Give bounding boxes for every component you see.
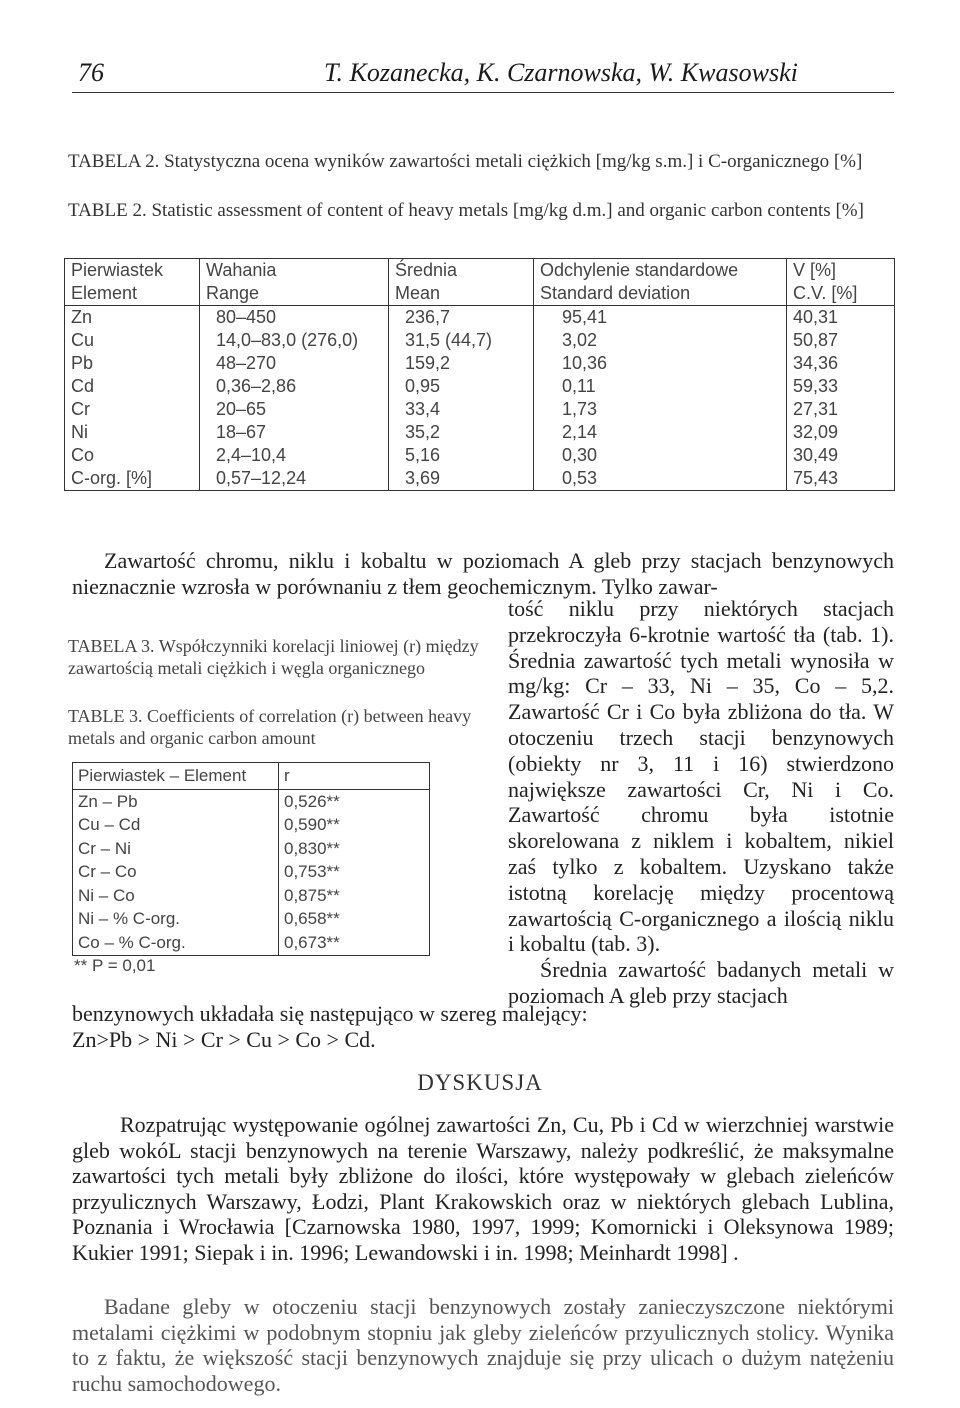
table2-header-cell: Mean bbox=[389, 282, 534, 306]
table2-header-cell: Standard deviation bbox=[534, 282, 787, 306]
table2-header-cell: Odchylenie standardowe bbox=[534, 259, 787, 283]
table-cell: 33,4 bbox=[389, 398, 534, 421]
table2-header-row-en bbox=[65, 282, 895, 306]
table-cell: 2,14 bbox=[534, 421, 787, 444]
table2-header-cell: C.V. [%] bbox=[787, 282, 895, 306]
metal-series: Zn>Pb > Ni > Cr > Cu > Co > Cd. bbox=[72, 1027, 376, 1052]
table-cell: 34,36 bbox=[787, 352, 895, 375]
table2-header-cell: Pierwiastek bbox=[71, 260, 164, 280]
table-row bbox=[65, 352, 895, 375]
table-row bbox=[65, 467, 895, 491]
table-cell: 20–65 bbox=[200, 398, 389, 421]
table-row bbox=[65, 398, 895, 421]
table-cell: 35,2 bbox=[389, 421, 534, 444]
table-row bbox=[73, 837, 430, 861]
table-cell: 3,69 bbox=[389, 467, 534, 491]
table-cell: 40,31 bbox=[787, 306, 895, 330]
table-cell: Zn – Pb bbox=[78, 791, 138, 811]
table-cell: 18–67 bbox=[200, 421, 389, 444]
table3-header-cell: Pierwiastek – Element bbox=[73, 763, 279, 790]
table-cell: 0,95 bbox=[389, 375, 534, 398]
table-cell: 50,87 bbox=[787, 329, 895, 352]
page-number: 76 bbox=[78, 58, 104, 87]
table-cell: 30,49 bbox=[787, 444, 895, 467]
table-cell: Co – % C-org. bbox=[78, 932, 186, 952]
table-cell: C-org. [%] bbox=[71, 468, 153, 488]
table3-caption-pl: TABELA 3. Współczynniki korelacji liniowej (r) między zawartością metali ciężkich i węgla organicznego bbox=[68, 636, 479, 678]
table-cell: 5,16 bbox=[389, 444, 534, 467]
table-row bbox=[65, 421, 895, 444]
table-row bbox=[73, 908, 430, 932]
table-cell: 2,4–10,4 bbox=[200, 444, 389, 467]
table-cell: 31,5 (44,7) bbox=[389, 329, 534, 352]
table3 bbox=[72, 762, 430, 956]
table-row bbox=[73, 931, 430, 955]
table-cell: 0,36–2,86 bbox=[200, 375, 389, 398]
table-cell: 236,7 bbox=[389, 306, 534, 330]
table3-footnote: ** P = 0,01 bbox=[74, 956, 156, 975]
table3-header-cell: r bbox=[279, 763, 430, 790]
table3-caption-en: TABLE 3. Coefficients of correlation (r) between heavy metals and organic carbon amount bbox=[68, 706, 472, 748]
table2-header-cell: V [%] bbox=[787, 259, 895, 283]
table-row bbox=[73, 861, 430, 885]
table2-caption-pl: TABELA 2. Statystyczna ocena wyników zawartości metali ciężkich [mg/kg s.m.] i C-organicznego [%] bbox=[68, 151, 863, 172]
table-cell: Cr – Ni bbox=[78, 838, 131, 858]
table-cell: 0,830** bbox=[279, 837, 430, 861]
table-row bbox=[73, 790, 430, 814]
table-cell: 0,875** bbox=[279, 884, 430, 908]
table2-header-row-pl bbox=[65, 259, 895, 283]
table-cell: 0,753** bbox=[279, 861, 430, 885]
table-cell: 0,658** bbox=[279, 908, 430, 932]
discussion-paragraph-1: Rozpatrując występowanie ogólnej zawartości Zn, Cu, Pb i Cd w wierzchniej warstwie gleb wokóL stacji benzynowych na terenie Warszawy, należy podkreślić, że maksymalne zawartości tych metali były zbliżone do ilości, które występowały w glebach zieleńców przyulicznych Warszawy, Łodzi, Plant Krakowskich oraz w niektórych glebach Lublina, Poznania i Wrocławia [Czarnowska 1980, 1997, 1999; Komornicki i Oleksynowa 1989; Kukier 1991; Siepak i in. 1996; Lewandowski i in. 1998; Meinhardt 1998] . bbox=[72, 1112, 894, 1265]
table-cell: 0,673** bbox=[279, 931, 430, 955]
table2-header-cell: Range bbox=[200, 282, 389, 306]
table2-header-cell: Wahania bbox=[200, 259, 389, 283]
table-cell: Cd bbox=[71, 376, 95, 396]
table-cell: 95,41 bbox=[534, 306, 787, 330]
table3-header-row bbox=[73, 763, 430, 790]
table-cell: Ni – % C-org. bbox=[78, 909, 181, 929]
table-cell: 14,0–83,0 (276,0) bbox=[200, 329, 389, 352]
table-cell: 0,526** bbox=[279, 790, 430, 814]
table-cell: 0,11 bbox=[534, 375, 787, 398]
table2-header-cell: Element bbox=[65, 282, 200, 306]
table-cell: 159,2 bbox=[389, 352, 534, 375]
table-cell: 80–450 bbox=[200, 306, 389, 330]
table-cell: 27,31 bbox=[787, 398, 895, 421]
table-row bbox=[65, 375, 895, 398]
paragraph-continuation: benzynowych układała się następująco w szereg malejący: bbox=[72, 1001, 588, 1026]
table-cell: 75,43 bbox=[787, 467, 895, 491]
table2 bbox=[64, 258, 895, 491]
table-cell: Pb bbox=[71, 353, 94, 373]
right-column-part1: tość niklu przy niektórych stacjach przekroczyła 6-krotnie wartość tła (tab. 1). Średnia zawartość tych metali wynosiła w mg/kg: Cr – 33, Ni – 35, Co – 5,2. Zawartość Cr i Co była zbliżona do tła. W otoczeniu trzech stacji benzynowych (obiekty nr 3, 11 i 16) stwierdzono największe zawartości Cr, Ni i Co. Zawartość chromu była istotnie skorelowana z niklem i kobaltem, nikiel zaś tylko z kobaltem. Uzyskano także istotną korelację między procentową zawartością C-organicznego a ilością niklu i kobaltu (tab. 3). bbox=[508, 596, 894, 957]
table-cell: 3,02 bbox=[534, 329, 787, 352]
table-row bbox=[65, 306, 895, 330]
table-cell: Cr bbox=[71, 399, 90, 419]
section-heading: DYSKUSJA bbox=[417, 1070, 543, 1095]
table-cell: Ni – Co bbox=[78, 885, 135, 905]
running-header bbox=[72, 58, 894, 93]
table-cell: Zn bbox=[71, 307, 93, 327]
table-cell: Ni bbox=[71, 422, 88, 442]
table-cell: Cu – Cd bbox=[78, 815, 141, 835]
table-cell: 0,57–12,24 bbox=[200, 467, 389, 491]
right-column-text bbox=[508, 596, 894, 1009]
table-cell: 48–270 bbox=[200, 352, 389, 375]
running-title: T. Kozanecka, K. Czarnowska, W. Kwasowski bbox=[324, 58, 798, 87]
discussion-paragraph-2: Badane gleby w otoczeniu stacji benzynowych zostały zanieczyszczone niektórymi metalami ciężkimi w podobnym stopniu jak gleby zieleńców przyulicznych stolicy. Wynika to z faktu, że większość stacji benzynowych znajduje się przy ulicach o dużym natężeniu ruchu samochodowego. bbox=[72, 1294, 894, 1396]
table-cell: Co bbox=[71, 445, 95, 465]
table-row bbox=[73, 884, 430, 908]
table-row bbox=[65, 444, 895, 467]
table-cell: 1,73 bbox=[534, 398, 787, 421]
table2-caption-en: TABLE 2. Statistic assessment of content of heavy metals [mg/kg d.m.] and organic carbon contents [%] bbox=[68, 200, 864, 221]
table-cell: Cr – Co bbox=[78, 862, 137, 882]
table-cell: 0,30 bbox=[534, 444, 787, 467]
results-paragraph: Zawartość chromu, niklu i kobaltu w poziomach A gleb przy stacjach benzynowych nieznacznie wzrosła w porównaniu z tłem geochemicznym. Tylko zawar- bbox=[72, 548, 894, 599]
table2-header-cell: Średnia bbox=[389, 259, 534, 283]
table-row bbox=[65, 329, 895, 352]
table-cell: 0,53 bbox=[534, 467, 787, 491]
table-cell: 0,590** bbox=[279, 814, 430, 838]
table-cell: 59,33 bbox=[787, 375, 895, 398]
right-column-part2: Średnia zawartość badanych metali w poziomach A gleb przy stacjach bbox=[508, 957, 894, 1008]
table-cell: Cu bbox=[71, 330, 95, 350]
table-cell: 32,09 bbox=[787, 421, 895, 444]
table-row bbox=[73, 814, 430, 838]
table-cell: 10,36 bbox=[534, 352, 787, 375]
